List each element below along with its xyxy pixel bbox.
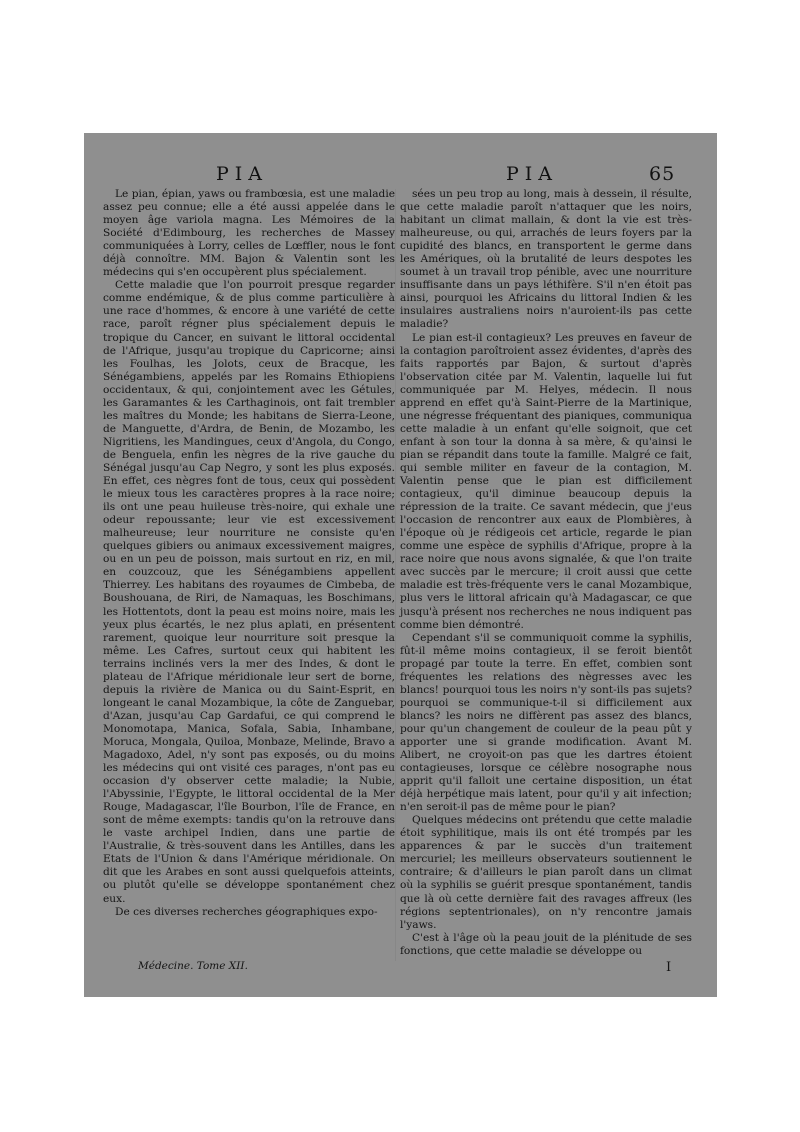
running-head-right: PIA	[506, 163, 559, 185]
paragraph: Cependant s'il se communiquoit comme la syphilis, fût-il même moins contagieux, il se feroit bientôt propagé par toute la terre. En effet, combien sont fréquentes les relations des nègresses avec les blancs! pourquoi tous les noirs n'y sont-ils pas sujets? pourquoi se communique-t-il si difficilement aux blancs? les noirs ne diffèrent pas assez des blancs, pour qu'un changement de couleur de la peau pût y apporter une si grande modification. Avant M. Alibert, ne croyoit-on pas que les dartres étoient contagieuses, lorsque ce célèbre nosographe nous apprit qu'il falloit une certaine disposition, un état déjà herpétique mais latent, pour qu'il y ait infection; n'en seroit-il pas de même pour le pian?	[400, 631, 692, 814]
paragraph: C'est à l'âge où la peau jouit de la plénitude de ses fonctions, que cette maladie se développe ou	[400, 931, 692, 957]
page-number: 65	[649, 163, 676, 185]
paragraph: Cette maladie que l'on pourroit presque regarder comme endémique, & de plus comme particulière à une race d'hommes, & encore à une variété de cette race, paroît régner plus spécialement depuis le tropique du Cancer, en suivant le littoral occidental de l'Afrique, jusqu'au tropique du Capricorne; ainsi les Foulhas, les Jolots, ceux de Bracque, les Sénégambiens, appelés par les Romains Ethiopiens occidentaux, & qui, conjointement avec les Gétules, les Garamantes & les Carthaginois, ont fait trembler les maîtres du Monde; les habitans de Sierra-Leone, de Manguette, d'Ardra, de Benin, de Mozambo, les Nigritiens, les Mandingues, ceux d'Angola, du Congo, de Benguela, enfin les nègres de la rive gauche du Sénégal jusqu'au Cap Negro, y sont les plus exposés. En effet, ces nègres font de tous, ceux qui possèdent le mieux tous les caractères propres à la race noire; ils ont une peau huileuse très-noire, qui exhale une odeur repoussante; leur vie est excessivement malheureuse; leur nourriture ne consiste qu'en quelques gibiers ou animaux excessivement maigres, ou en un peu de poisson, mais surtout en riz, en mil, en couzcouz, que les Sénégambiens appellent Thierrey. Les habitans des royaumes de Cimbeba, de Boushouana, de Riri, de Namaquas, les Boschimans, les Hottentots, dont la peau est moins noire, mais les yeux plus écartés, le nez plus aplati, en présentent rarement, quoique leur nourriture soit presque la même. Les Cafres, surtout ceux qui habitent les terrains inclinés vers la mer des Indes, & dont le plateau de l'Afrique méridionale leur sert de borne, depuis la rivière de Manica ou du Saint-Esprit, en longeant le canal Mozambique, la côte de Zanguebar, d'Azan, jusqu'au Cap Gardafui, ce qui comprend le Monomotapa, Manica, Sofala, Sabia, Inhambane, Moruca, Mongala, Quiloa, Monbaze, Melinde, Bravo a Magadoxo, Adel, n'y sont pas exposés, ou du moins les médecins qui ont visité ces parages, n'ont pas eu occasion d'y observer cette maladie; la Nubie, l'Abyssinie, l'Egypte, le littoral occidental de la Mer Rouge, Madagascar, l'île Bourbon, l'île de France, en sont de même exempts: tandis qu'on la retrouve dans le vaste archipel Indien, dans une partie de l'Australie, & très-souvent dans les Antilles, dans les Etats de l'Union & dans l'Amérique méridionale. On dit que les Arabes en sont aussi quelquefois atteints, ou plutôt qu'elle se développe spontanément chez eux.	[103, 279, 395, 905]
gathering-mark: I	[666, 960, 672, 975]
column-divider	[395, 189, 396, 961]
paragraph: Le pian est-il contagieux? Les preuves en faveur de la contagion paroîtroient assez évidentes, d'après des faits rapportés par Bajon, & surtout d'après l'observation citée par M. Valentin, laquelle lui fut communiquée par M. Helyes, médecin. Il nous apprend en effet qu'à Saint-Pierre de la Martinique, une négresse fréquentant des pianiques, communiqua cette maladie à un enfant qu'elle soignoit, que cet enfant à son tour la donna à sa mère, & qu'ainsi le pian se répandit dans toute la famille. Malgré ce fait, qui semble militer en faveur de la contagion, M. Valentin pense que le pian est difficilement contagieux, qu'il diminue beaucoup depuis la répression de la traite. Ce savant médecin, que j'eus l'occasion de rencontrer aux eaux de Plombières, à l'époque où je rédigeois cet article, regarde le pian comme une espèce de syphilis d'Afrique, propre à la race noire que nous avons signalée, & que l'on traite avec succès par le mercure; il croit aussi que cette maladie est très-fréquente vers le canal Mozambique, plus vers le littoral africain qu'à Madagascar, ce que jusqu'à présent nos recherches ne nous indiquent pas comme bien démontré.	[400, 331, 692, 631]
volume-signature: Médecine. Tome XII.	[138, 960, 248, 972]
scanned-page	[84, 133, 717, 997]
right-column	[400, 188, 692, 958]
running-head-left: PIA	[216, 163, 269, 185]
left-column	[103, 188, 395, 919]
paragraph: De ces diverses recherches géographiques expo-	[115, 905, 378, 918]
paragraph: Quelques médecins ont prétendu que cette maladie étoit syphilitique, mais ils ont été trompés par les apparences & par le succès d'un traitement mercuriel; les meilleurs observateurs soutiennent le contraire; & d'ailleurs le pian paroît dans un climat où la syphilis se guérit presque spontanément, tandis que là où cette dernière fait des ravages affreux (les régions septentrionales), on n'y rencontre jamais l'yaws.	[400, 814, 692, 931]
paragraph: sées un peu trop au long, mais à dessein, il résulte, que cette maladie paroît n'attaquer que les noirs, habitant un climat mallain, & dont la vie est très-malheureuse, ou qui, arrachés de leurs foyers par la cupidité des blancs, en transportent le germe dans les Amériques, où la brutalité de leurs despotes les soumet à un travail trop pénible, avec une nourriture insuffisante dans un pays léthifère. S'il n'en étoit pas ainsi, pourquoi les Africains du littoral Indien & les insulaires australiens noirs n'auroient-ils pas cette maladie?	[400, 188, 692, 331]
paragraph: Le pian, épian, yaws ou frambœsia, est une maladie assez peu connue; elle a été aussi appelée dans le moyen âge variola magna. Les Mémoires de la Société d'Edimbourg, les recherches de Massey communiquées à Lorry, celles de Lœffler, nous le font déjà connoître. MM. Bajon & Valentin sont les médecins qui s'en occupèrent plus spécialement.	[103, 188, 395, 279]
